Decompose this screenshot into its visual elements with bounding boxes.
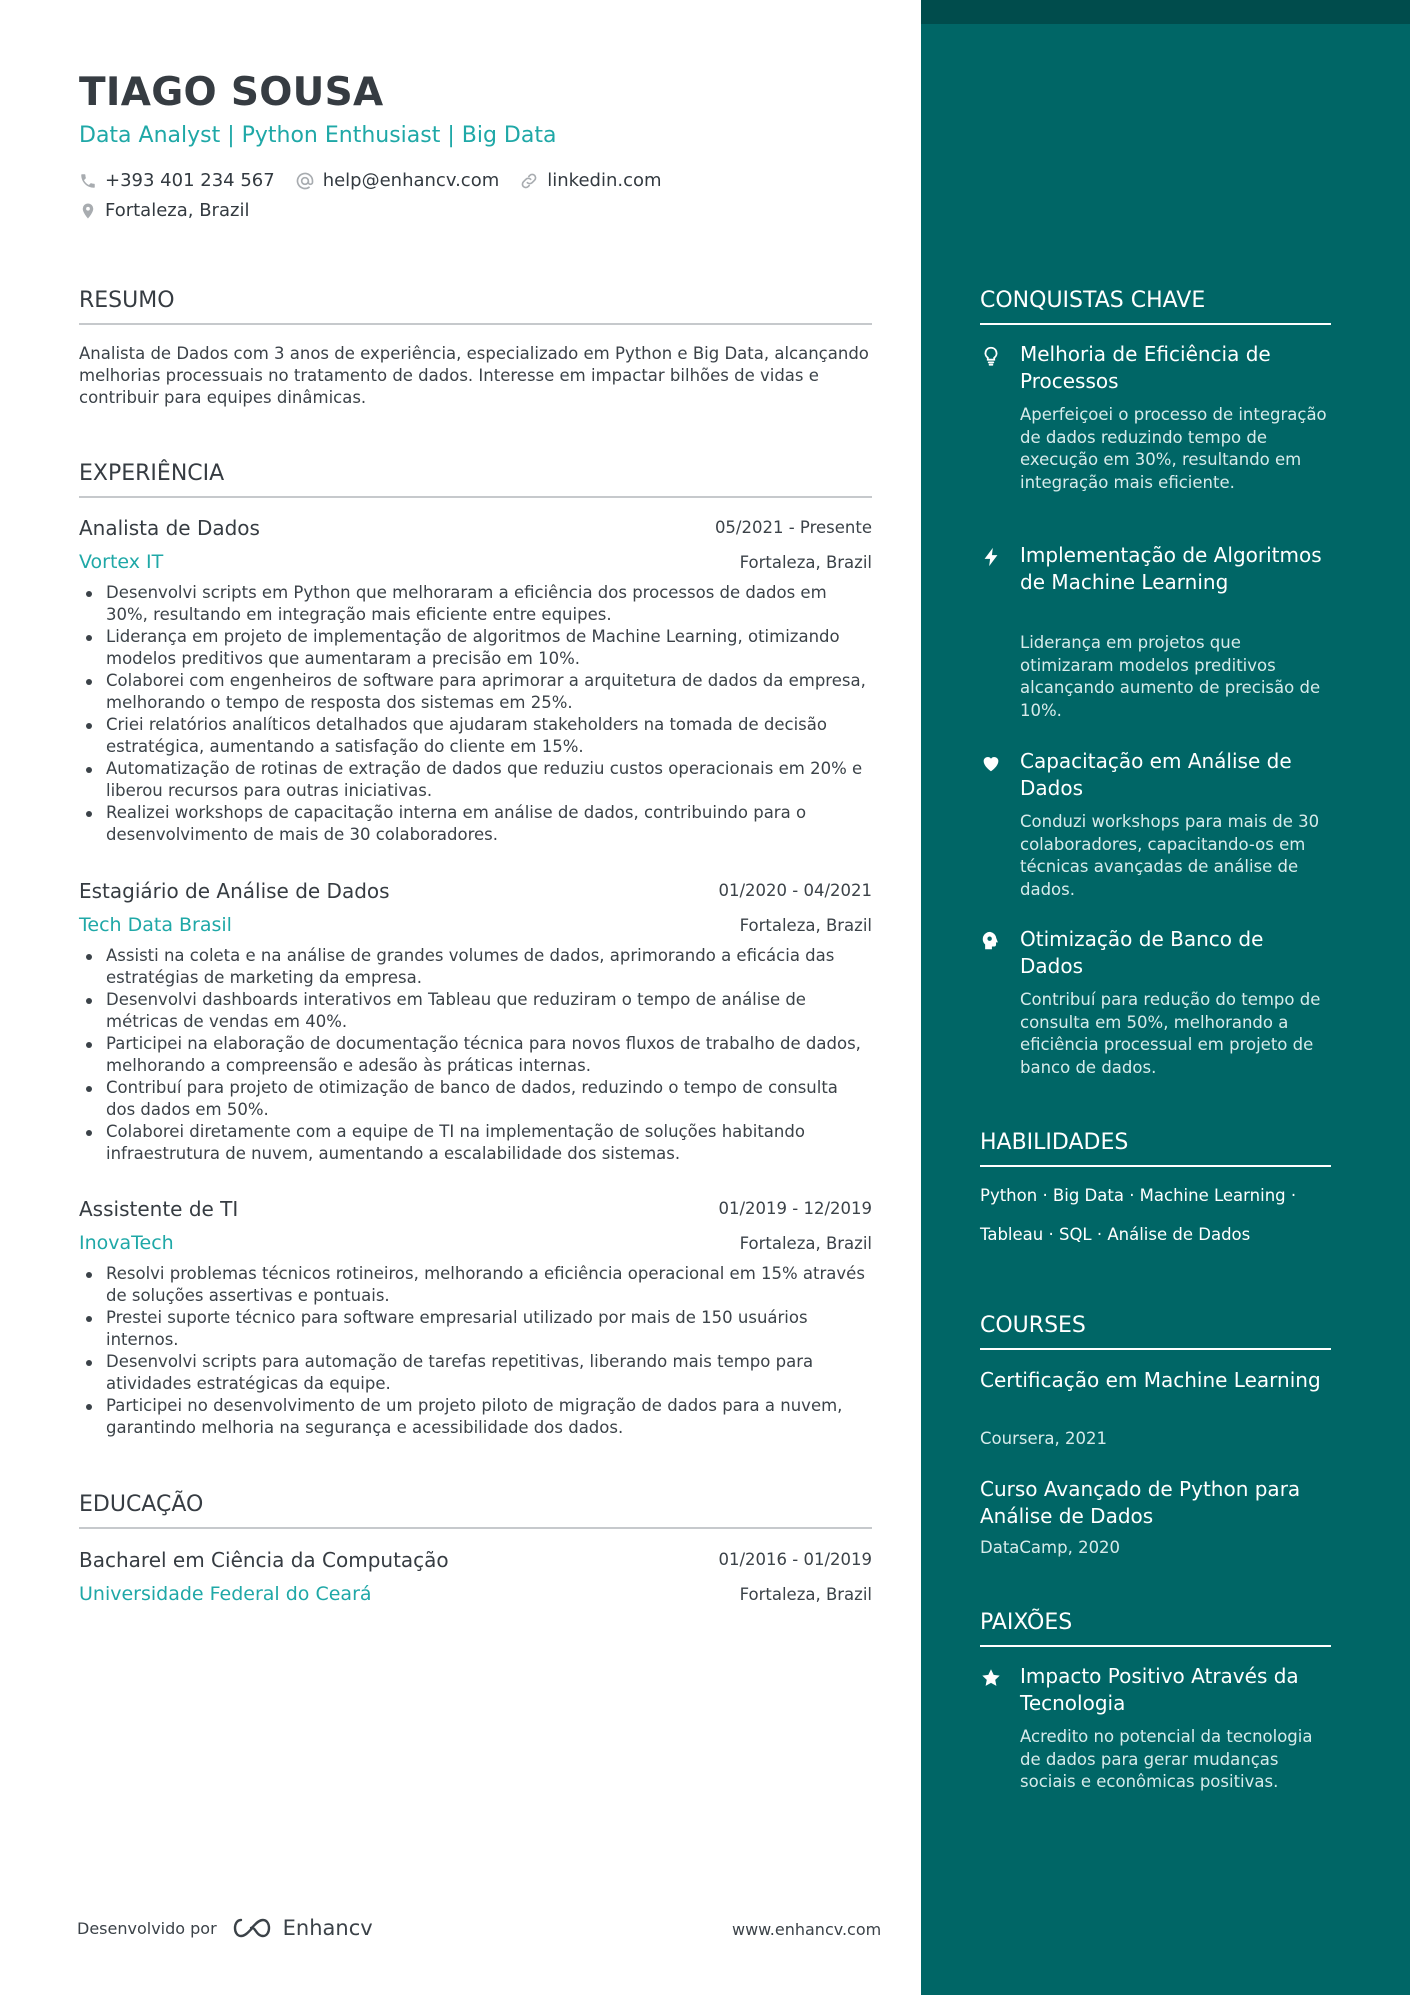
- bullet-item: Liderança em projeto de implementação de algoritmos de Machine Learning, otimizando modelos preditivos que aumentaram a precisão em 10%.: [79, 626, 872, 670]
- bullet-item: Participei na elaboração de documentação técnica para novos fluxos de trabalho de dados, melhorando a compreensão e adesão às práticas internas.: [79, 1033, 872, 1077]
- footer-website[interactable]: www.enhancv.com: [732, 1920, 882, 1939]
- achievement-desc: Aperfeiçoei o processo de integração de dados reduzindo tempo de execução em 30%, resultando em integração mais eficiente.: [1020, 405, 1327, 492]
- linkedin-text: linkedin.com: [547, 170, 662, 191]
- skills-line-2: Tableau · SQL · Análise de Dados: [980, 1225, 1251, 1244]
- job-location: Fortaleza, Brazil: [739, 553, 872, 572]
- achievements-section-title: CONQUISTAS CHAVE: [980, 288, 1331, 325]
- experience-section-title: EXPERIÊNCIA: [79, 461, 872, 498]
- job-date: 01/2020 - 04/2021: [718, 881, 872, 900]
- education-degree: Bacharel em Ciência da Computação: [79, 1548, 449, 1572]
- achievement-desc: Liderança em projetos que otimizaram modelos preditivos alcançando aumento de precisão de 10%.: [1020, 633, 1321, 720]
- candidate-subtitle: Data Analyst | Python Enthusiast | Big Data: [79, 123, 557, 148]
- achievement-desc: Conduzi workshops para mais de 30 colaboradores, capacitando-os em técnicas avançadas de análise de dados.: [1020, 812, 1320, 899]
- job-company: InovaTech: [79, 1232, 174, 1254]
- course-title: Certificação em Machine Learning: [980, 1368, 1321, 1392]
- enhancv-brand-text: Enhancv: [282, 1916, 373, 1940]
- course-provider: DataCamp, 2020: [980, 1538, 1121, 1557]
- bullet-item: Colaborei com engenheiros de software para aprimorar a arquitetura de dados da empresa, melhorando o tempo de resposta dos sistemas em 25%.: [79, 670, 872, 714]
- sidebar-top-band: [921, 0, 1410, 24]
- enhancv-logo[interactable]: [229, 1916, 373, 1940]
- education-school: Universidade Federal do Ceará: [79, 1583, 372, 1605]
- passion-desc: Acredito no potencial da tecnologia de dados para gerar mudanças sociais e econômicas positivas.: [1020, 1727, 1313, 1791]
- job-date: 01/2019 - 12/2019: [718, 1199, 872, 1218]
- education-location: Fortaleza, Brazil: [739, 1585, 872, 1604]
- contact-location: [79, 200, 249, 221]
- job-title: Analista de Dados: [79, 516, 260, 540]
- bullet-item: Resolvi problemas técnicos rotineiros, melhorando a eficiência operacional em 15% através de soluções assertivas e pontuais.: [79, 1263, 872, 1307]
- enhancv-logo-icon: [229, 1916, 275, 1940]
- course-title: Curso Avançado de Python para Análise de Dados: [980, 1477, 1301, 1528]
- at-icon: [295, 171, 315, 191]
- bullet-item: Realizei workshops de capacitação interna em análise de dados, contribuindo para o desenvolvimento de mais de 30 colaboradores.: [79, 802, 872, 846]
- achievement-title: Capacitação em Análise de Dados: [1020, 749, 1292, 800]
- job-title: Assistente de TI: [79, 1197, 239, 1221]
- location-text: Fortaleza, Brazil: [105, 200, 250, 221]
- phone-text: +393 401 234 567: [105, 170, 275, 191]
- email-text: help@enhancv.com: [322, 170, 500, 191]
- job-title: Estagiário de Análise de Dados: [79, 879, 390, 903]
- job-location: Fortaleza, Brazil: [739, 1234, 872, 1253]
- footer-powered-by: [77, 1916, 373, 1940]
- job-bullets: [79, 582, 872, 846]
- lightbulb-icon: [980, 345, 1002, 367]
- achievement-title: Implementação de Algoritmos de Machine Learning: [1020, 543, 1322, 594]
- location-row: [79, 200, 269, 221]
- powered-by-text: Desenvolvido por: [77, 1918, 217, 1938]
- summary-section-title: RESUMO: [79, 288, 872, 325]
- job-bullets: [79, 1263, 872, 1439]
- contact-row: [79, 170, 682, 191]
- bullet-item: Colaborei diretamente com a equipe de TI na implementação de soluções habitando infraestrutura de nuvem, aumentando a escalabilidade dos sistemas.: [79, 1121, 872, 1165]
- bullet-item: Participei no desenvolvimento de um projeto piloto de migração de dados para a nuvem, garantindo melhoria na segurança e acessibilidade dos dados.: [79, 1395, 872, 1439]
- bullet-item: Desenvolvi scripts em Python que melhoraram a eficiência dos processos de dados em 30%, resultando em integração mais eficiente entre equipes.: [79, 582, 872, 626]
- bullet-item: Assisti na coleta e na análise de grandes volumes de dados, aprimorando a eficácia das estratégias de marketing da empresa.: [79, 945, 872, 989]
- bullet-item: Desenvolvi dashboards interativos em Tableau que reduziram o tempo de análise de métricas de vendas em 40%.: [79, 989, 872, 1033]
- lightning-bolt-icon: [980, 546, 1002, 568]
- candidate-name: TIAGO SOUSA: [79, 70, 384, 115]
- contact-phone: [79, 170, 275, 191]
- bullet-item: Criei relatórios analíticos detalhados que ajudaram stakeholders na tomada de decisão estratégica, aumentando a satisfação do cliente em 15%.: [79, 714, 872, 758]
- skills-line-1: Python · Big Data · Machine Learning ·: [980, 1186, 1297, 1205]
- achievement-title: Otimização de Banco de Dados: [1020, 927, 1264, 978]
- course-provider: Coursera, 2021: [980, 1429, 1107, 1448]
- job-date: 05/2021 - Presente: [714, 518, 872, 537]
- job-bullets: [79, 945, 872, 1165]
- bullet-item: Automatização de rotinas de extração de dados que reduziu custos operacionais em 20% e liberou recursos para outras iniciativas.: [79, 758, 872, 802]
- phone-icon: [79, 172, 97, 190]
- sidebar: [921, 0, 1410, 1995]
- skills-section-title: HABILIDADES: [980, 1130, 1331, 1167]
- passions-section-title: PAIXÕES: [980, 1610, 1331, 1647]
- job-company: Vortex IT: [79, 551, 164, 573]
- job-company: Tech Data Brasil: [79, 914, 232, 936]
- link-icon: [519, 171, 539, 191]
- education-date: 01/2016 - 01/2019: [718, 1550, 872, 1569]
- bullet-item: Desenvolvi scripts para automação de tarefas repetitivas, liberando mais tempo para atividades estratégicas da equipe.: [79, 1351, 872, 1395]
- passion-title: Impacto Positivo Através da Tecnologia: [1020, 1664, 1299, 1715]
- job-location: Fortaleza, Brazil: [739, 916, 872, 935]
- achievement-desc: Contribuí para redução do tempo de consulta em 50%, melhorando a eficiência processual em projeto de banco de dados.: [1020, 990, 1321, 1077]
- heart-icon: [980, 752, 1002, 774]
- contact-email[interactable]: [295, 170, 500, 191]
- star-icon: [980, 1667, 1002, 1689]
- achievement-title: Melhoria de Eficiência de Processos: [1020, 342, 1271, 393]
- location-pin-icon: [79, 201, 97, 221]
- contact-linkedin[interactable]: [519, 170, 661, 191]
- courses-section-title: COURSES: [980, 1313, 1331, 1350]
- head-brain-icon: [980, 930, 1002, 952]
- bullet-item: Contribuí para projeto de otimização de banco de dados, reduzindo o tempo de consulta dos dados em 50%.: [79, 1077, 872, 1121]
- education-section-title: EDUCAÇÃO: [79, 1492, 872, 1529]
- summary-text: Analista de Dados com 3 anos de experiência, especializado em Python e Big Data, alcançando melhorias processuais no tratamento de dados. Interesse em impactar bilhões de vidas e contribuir para equipes dinâmicas.: [79, 344, 869, 407]
- bullet-item: Prestei suporte técnico para software empresarial utilizado por mais de 150 usuários internos.: [79, 1307, 872, 1351]
